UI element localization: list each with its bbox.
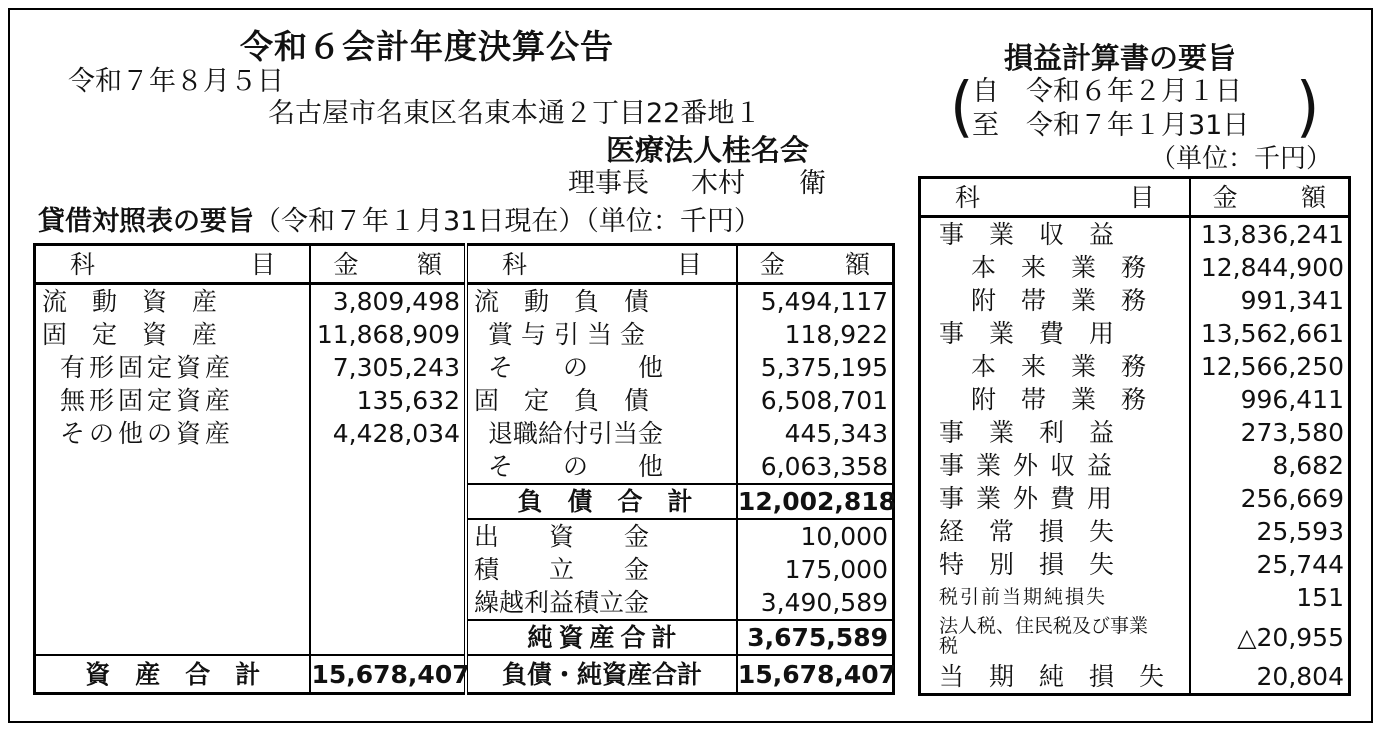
- bs-liab-value: 5,494,117: [760, 287, 888, 316]
- pl-label: 事業外収益: [920, 449, 1190, 482]
- table-row: [920, 350, 1350, 383]
- bs-equity-label: 出 資 金: [466, 519, 737, 553]
- pl-header-subject: 科 目: [920, 178, 1190, 217]
- pl-value: 13,562,661: [1200, 319, 1344, 348]
- pl-label: 特 別 損 失: [920, 548, 1190, 581]
- pl-value: 151: [1296, 583, 1344, 612]
- table-row: [35, 450, 894, 484]
- pl-unit: （単位：千円）: [1150, 144, 1333, 174]
- bs-liab-label: 流 動 負 債: [466, 284, 737, 319]
- pl-value: 20,804: [1256, 662, 1344, 691]
- pl-value: 8,682: [1272, 451, 1344, 480]
- bs-asset-label: 無形固定資産: [35, 384, 311, 417]
- bs-total-row: [35, 655, 894, 694]
- bs-assets-total-label: 資 産 合 計: [35, 655, 311, 694]
- pl-value: 12,844,900: [1200, 253, 1344, 282]
- bs-equity-label: 繰越利益積立金: [466, 586, 737, 620]
- pl-value: 273,580: [1240, 418, 1344, 447]
- bs-header-row: [35, 245, 894, 284]
- pl-value: 25,744: [1256, 550, 1344, 579]
- pl-value: 256,669: [1240, 484, 1344, 513]
- bs-asset-value: 7,305,243: [310, 351, 466, 384]
- bs-liab-value: 6,508,701: [760, 386, 888, 415]
- pl-label: 事 業 利 益: [920, 416, 1190, 449]
- pl-label: 附 帯 業 務: [920, 383, 1190, 416]
- table-row: [920, 515, 1350, 548]
- table-row: [35, 553, 894, 586]
- rep-name: 木村 衛: [691, 168, 826, 199]
- table-row: [35, 620, 894, 655]
- bs-header-amount: 金 額: [310, 245, 466, 284]
- pl-value: 991,341: [1240, 286, 1344, 315]
- bs-equity-total-value: 3,675,589: [737, 620, 894, 655]
- table-row: [920, 660, 1350, 695]
- paren-left: (: [950, 68, 974, 146]
- corp-address: 名古屋市名東区名東本通２丁目22番地１: [268, 98, 762, 129]
- table-row: [920, 449, 1350, 482]
- bs-liab-label: そ の 他: [466, 351, 737, 384]
- bs-asset-value: 3,809,498: [310, 284, 466, 319]
- bs-liab-equity-total-label: 負債・純資産合計: [466, 655, 737, 694]
- bs-liab-equity-total-value: 15,678,407: [737, 655, 894, 694]
- pl-label: 事 業 収 益: [920, 217, 1190, 252]
- bs-liab-label: 賞与引当金: [466, 318, 737, 351]
- table-row: [35, 586, 894, 620]
- table-row: [35, 519, 894, 553]
- notice-date: 令和７年８月５日: [68, 66, 284, 97]
- bs-equity-value: 3,490,589: [760, 588, 888, 617]
- balance-sheet-table: [33, 243, 895, 695]
- bs-title-main: 貸借対照表の要旨: [38, 206, 254, 237]
- table-row: [920, 548, 1350, 581]
- pl-period: [950, 68, 1330, 146]
- table-row: [920, 251, 1350, 284]
- paren-right: ): [1296, 68, 1320, 146]
- bs-asset-value: 135,632: [310, 384, 466, 417]
- pl-value: 25,593: [1256, 517, 1344, 546]
- bs-header-amount-2: 金 額: [737, 245, 894, 284]
- table-row: [920, 614, 1350, 660]
- bs-header-subject: 科 目: [35, 245, 311, 284]
- bs-liab-total-value: 12,002,818: [737, 484, 894, 519]
- pl-label: 税引前当期純損失: [920, 581, 1190, 614]
- pl-label: 附 帯 業 務: [920, 284, 1190, 317]
- pl-header-amount: 金 額: [1190, 178, 1350, 217]
- bs-asset-value: 11,868,909: [310, 318, 466, 351]
- table-row: [35, 318, 894, 351]
- table-row: [35, 484, 894, 519]
- table-row: [35, 417, 894, 450]
- bs-liab-value: 118,922: [784, 320, 888, 349]
- bs-asset-label: 流 動 資 産: [35, 284, 311, 319]
- bs-liab-label: 退職給付引当金: [466, 417, 737, 450]
- table-row: [920, 416, 1350, 449]
- pl-label: 法人税、住民税及び事業税: [920, 614, 1190, 660]
- pl-value: 12,566,250: [1200, 352, 1344, 381]
- table-row: [920, 383, 1350, 416]
- pl-value: 996,411: [1240, 385, 1344, 414]
- bs-liab-label: 固 定 負 債: [466, 384, 737, 417]
- income-statement-table: [918, 176, 1351, 696]
- period-from: 自 令和６年２月１日: [972, 76, 1242, 107]
- bs-header-subject-2: 科 目: [466, 245, 737, 284]
- representative: [568, 170, 826, 197]
- bs-equity-value: 175,000: [784, 555, 888, 584]
- bs-title-sub: （令和７年１月31日現在）（単位：千円）: [254, 206, 761, 237]
- table-row: [920, 482, 1350, 515]
- notice-title: 令和６会計年度決算公告: [240, 27, 614, 66]
- bs-title: [38, 208, 761, 235]
- bs-liab-total-label: 負 債 合 計: [466, 484, 737, 519]
- pl-label: 事業外費用: [920, 482, 1190, 515]
- pl-value: △20,955: [1237, 622, 1344, 652]
- bs-asset-label: 固 定 資 産: [35, 318, 311, 351]
- table-row: [920, 284, 1350, 317]
- pl-label: 当 期 純 損 失: [920, 660, 1190, 695]
- table-row: [920, 317, 1350, 350]
- pl-title: 損益計算書の要旨: [1004, 41, 1237, 75]
- bs-liab-value: 445,343: [784, 419, 888, 448]
- table-row: [35, 351, 894, 384]
- bs-asset-label: その他の資産: [35, 417, 311, 450]
- bs-equity-total-label: 純資産合計: [466, 620, 737, 655]
- bs-equity-label: 積 立 金: [466, 553, 737, 586]
- rep-title: 理事長: [568, 168, 649, 199]
- pl-value: 13,836,241: [1200, 220, 1344, 249]
- pl-header-row: [920, 178, 1350, 217]
- bs-equity-value: 10,000: [737, 519, 894, 553]
- bs-asset-value: 4,428,034: [310, 417, 466, 450]
- table-row: [920, 581, 1350, 614]
- bs-liab-label: そ の 他: [466, 450, 737, 484]
- bs-liab-value: 6,063,358: [760, 452, 888, 481]
- table-row: [35, 384, 894, 417]
- pl-label: 本 来 業 務: [920, 251, 1190, 284]
- corp-name: 医療法人桂名会: [606, 133, 810, 167]
- bs-assets-total-value: 15,678,407: [310, 655, 466, 694]
- bs-liab-value: 5,375,195: [760, 353, 888, 382]
- pl-label: 経 常 損 失: [920, 515, 1190, 548]
- table-row: [920, 217, 1350, 252]
- bs-asset-label: 有形固定資産: [35, 351, 311, 384]
- pl-label: 本 来 業 務: [920, 350, 1190, 383]
- table-row: [35, 284, 894, 319]
- pl-label: 事 業 費 用: [920, 317, 1190, 350]
- period-to: 至 令和７年１月31日: [972, 110, 1250, 141]
